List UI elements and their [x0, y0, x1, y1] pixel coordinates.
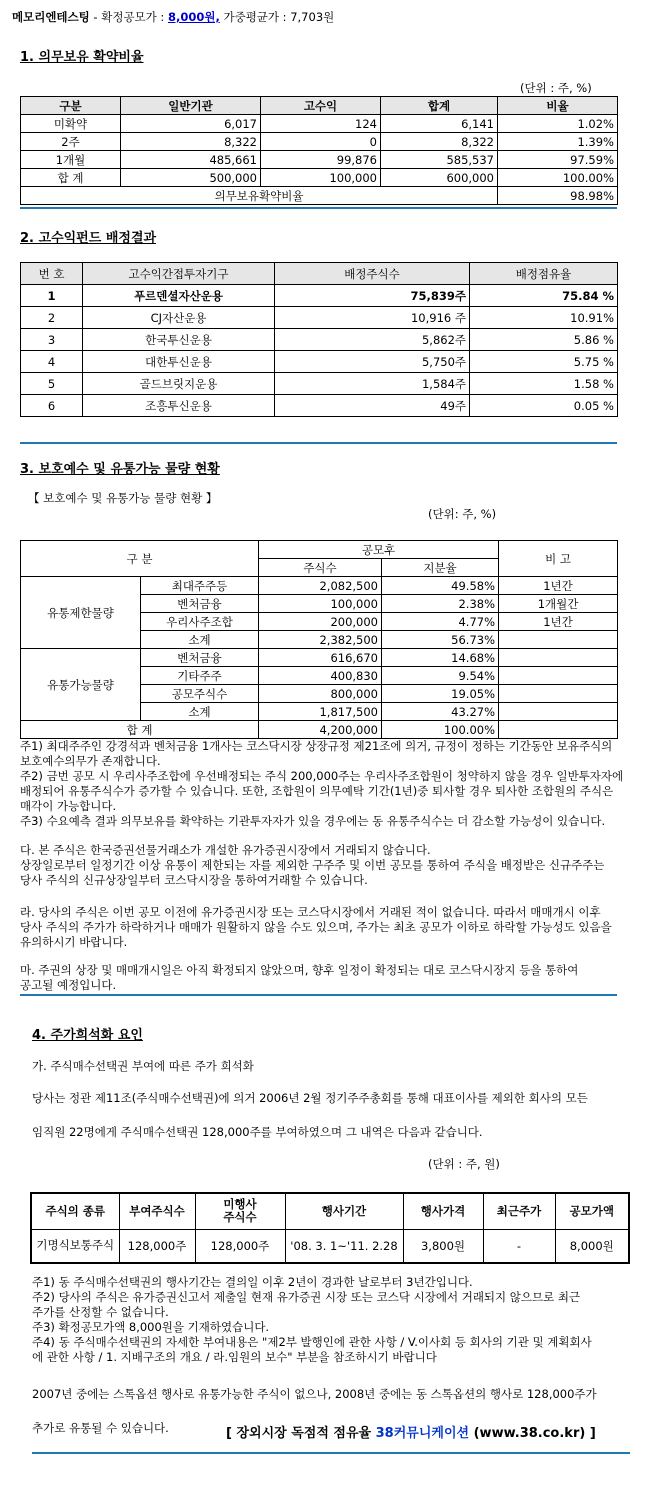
- cell: 2.38%: [382, 595, 499, 613]
- note-line: 매각이 가능합니다.: [20, 799, 117, 813]
- section1-unit: (단위 : 주, %): [520, 81, 592, 95]
- divider: [20, 442, 617, 444]
- th-note: 비 고: [499, 541, 618, 577]
- section2-title: 2. 고수익펀드 배정결과: [20, 231, 157, 246]
- total-shares: 4,200,000: [259, 721, 382, 739]
- cell: 8,322: [381, 133, 498, 151]
- th-general: 일반기관: [121, 97, 261, 115]
- table-row: [21, 329, 618, 351]
- divider: [32, 1452, 630, 1454]
- banner: [226, 1422, 596, 1441]
- cell: 골드브릿지운용: [83, 373, 275, 395]
- cell: 10.91%: [470, 307, 618, 329]
- table-row: [21, 151, 618, 169]
- note-line: 보호예수의무가 존재합니다.: [20, 754, 161, 768]
- cell: 616,670: [259, 649, 382, 667]
- cell: 최대주주등: [141, 577, 259, 595]
- th-shares: 배정주식수: [275, 263, 470, 285]
- para-line: 당사 주식의 주가가 하락하거나 매매가 원활하지 않을 수도 있으며, 주가는 최초 공모가 이하로 하락할 가능성도 있음을: [20, 920, 612, 934]
- para-line: 당사 주식의 신규상장일부터 코스닥시장을 통하여거래할 수 있습니다.: [20, 873, 368, 887]
- th-stock-type: 주식의 종류: [31, 1193, 119, 1229]
- table-row: [21, 133, 618, 151]
- section1-title: 1. 의무보유 확약비율: [20, 50, 144, 65]
- table-row: [21, 285, 618, 307]
- cell: 푸르덴셜자산운용: [83, 285, 275, 307]
- section4-para4: 추가로 유통될 수 있습니다.: [32, 1421, 169, 1435]
- fund-header-row: [21, 263, 618, 285]
- paragraph-ma: [20, 963, 665, 993]
- divider: [20, 207, 617, 209]
- divider: [20, 994, 617, 996]
- cell: 6,017: [121, 115, 261, 133]
- cell: 2: [21, 307, 83, 329]
- lockup-header-row-1: [21, 541, 618, 559]
- cell: 200,000: [259, 613, 382, 631]
- stock-option-table: [30, 1192, 630, 1264]
- cell: 합 계: [21, 169, 121, 187]
- table-row: [21, 373, 618, 395]
- cell: 8,000원: [555, 1229, 629, 1263]
- commitment-header-row: [21, 97, 618, 115]
- company-name: 메모리엔테스팅: [12, 10, 90, 24]
- section3-unit: (단위: 주, %): [428, 507, 497, 521]
- cell: 100,000: [259, 595, 382, 613]
- cell: 공모주식수: [141, 685, 259, 703]
- cell: [499, 703, 618, 721]
- para-line: 라. 당사의 주식은 이번 공모 이전에 유가증권시장 또는 코스닥시장에서 거래된 적이 없습니다. 따라서 매매개시 이후: [20, 905, 601, 919]
- th-offer-price: 공모가액: [555, 1193, 629, 1229]
- note-line: 주1) 동 주식매수선택권의 행사기간는 결의일 이후 2년이 경과한 날로부터 3년간입니다.: [32, 1275, 473, 1289]
- cell: 5,862주: [275, 329, 470, 351]
- cell: 800,000: [259, 685, 382, 703]
- note-line: 주2) 금번 공모 시 우리사주조합에 우선배정되는 주식 200,000주는 우리사주조합원이 청약하지 않을 경우 일반투자자에: [20, 769, 624, 783]
- cell: '08. 3. 1~'11. 2.28: [285, 1229, 403, 1263]
- commitment-table: [20, 96, 618, 205]
- th-exercise-price: 행사가격: [403, 1193, 483, 1229]
- section4-para1: 당사는 정관 제11조(주식매수선택권)에 의거 2006년 2월 정기주주총회를 통해 대표이사를 제외한 회사의 모든: [32, 1091, 588, 1105]
- banner-suffix: (www.38.co.kr) ]: [469, 1426, 596, 1441]
- cell: 128,000주: [195, 1229, 285, 1263]
- cell: 4: [21, 351, 83, 373]
- section4-para3: 2007년 중에는 스톡옵션 행사로 유통가능한 주식이 없으나, 2008년 중에는 동 스톡옵션의 행사로 128,000주가: [32, 1387, 597, 1401]
- total-ratio: 100.00%: [382, 721, 499, 739]
- cell: 100.00%: [498, 169, 618, 187]
- cell: 벤처금융: [141, 595, 259, 613]
- cell: 5.86 %: [470, 329, 618, 351]
- note-line: 배정되어 유통주식수가 증가할 수 있습니다. 또한, 조합원이 의무예탁 기간(1년)중 퇴사할 경우 퇴사한 조합원의 주식은: [20, 784, 614, 798]
- cell: 1년간: [499, 577, 618, 595]
- cell: 기타주주: [141, 667, 259, 685]
- cell: 49주: [275, 395, 470, 417]
- para-line: 다. 본 주식은 한국증권선물거래소가 개설한 유가증권시장에서 거래되지 않습니다.: [20, 843, 431, 857]
- cell: 기명식보통주식: [31, 1229, 119, 1263]
- th-highyield: 고수익: [261, 97, 381, 115]
- table-row: [21, 115, 618, 133]
- para-line: 마. 주권의 상장 및 매매개시일은 아직 확정되지 않았으며, 향후 일정이 확정되는 대로 코스닥시장지 등을 통하여: [20, 963, 579, 977]
- cell: 128,000주: [119, 1229, 195, 1263]
- th-shares: 주식수: [259, 559, 382, 577]
- cell: 조흥투신운용: [83, 395, 275, 417]
- cell: 6: [21, 395, 83, 417]
- lockup-table: [20, 540, 618, 739]
- cell: [499, 721, 618, 739]
- th-unexercised-line2: 주식수: [223, 1210, 257, 1225]
- cell: 1년간: [499, 613, 618, 631]
- paragraph-da: [20, 843, 665, 888]
- banner-prefix: [ 장외시장 독점적 점유율: [226, 1426, 376, 1441]
- th-total: 합계: [381, 97, 498, 115]
- price-label: - 확정공모가 :: [89, 10, 168, 24]
- cell: 1,817,500: [259, 703, 382, 721]
- cell: [499, 649, 618, 667]
- th-category: 구분: [21, 97, 121, 115]
- note-line: 주1) 최대주주인 강경석과 벤처금융 1개사는 코스닥시장 상장규정 제21조에 의거, 규정이 정하는 기간동안 보유주식의: [20, 739, 613, 753]
- para-line: 공고될 예정입니다.: [20, 978, 117, 992]
- note-line: 주가를 산정할 수 없습니다.: [32, 1305, 169, 1319]
- cell: 3: [21, 329, 83, 351]
- cell: 124: [261, 115, 381, 133]
- cell: 49.58%: [382, 577, 499, 595]
- commitment-footer-label: 의무보유확약비율: [21, 187, 498, 205]
- cell: 14.68%: [382, 649, 499, 667]
- para-line: 상장일로부터 일정기간 이상 유통이 제한되는 자를 제외한 구주주 및 이번 공모를 통하여 주식을 배정받은 신규주주는: [20, 858, 605, 872]
- cell: 100,000: [261, 169, 381, 187]
- cell: [499, 631, 618, 649]
- weighted-avg: 가중평균가 : 7,703원: [219, 10, 335, 24]
- th-ratio: 지분율: [382, 559, 499, 577]
- cell: 1.58 %: [470, 373, 618, 395]
- table-row: [31, 1229, 629, 1263]
- cell: 1.02%: [498, 115, 618, 133]
- cell: 400,830: [259, 667, 382, 685]
- cell: 6,141: [381, 115, 498, 133]
- banner-brand[interactable]: 38커뮤니케이션: [375, 1426, 470, 1441]
- header-line: [12, 9, 334, 25]
- cell: 대한투신운용: [83, 351, 275, 373]
- th-ratio: 비율: [498, 97, 618, 115]
- note-line: 주3) 확정공모가액 8,000원을 기재하였습니다.: [32, 1320, 270, 1334]
- section3-notes: [20, 739, 665, 829]
- th-recent-price: 최근주가: [483, 1193, 555, 1229]
- th-after-offering: 공모후: [259, 541, 499, 559]
- table-row: [21, 187, 618, 205]
- th-granted: 부여주식수: [119, 1193, 195, 1229]
- cell: 1: [21, 285, 83, 307]
- cell: 2,382,500: [259, 631, 382, 649]
- cell: 500,000: [121, 169, 261, 187]
- paragraph-ra: [20, 905, 665, 950]
- cell: 5: [21, 373, 83, 395]
- cell: 56.73%: [382, 631, 499, 649]
- note-line: 주4) 동 주식매수선택권의 자세한 부여내용은 "제2부 발행인에 관한 사항 / V.이사회 등 회사의 기관 및 계획회사: [32, 1335, 592, 1349]
- th-share-ratio: 배정점유율: [470, 263, 618, 285]
- note-line: 에 관한 사항 / 1. 지배구조의 개요 / 라.임원의 보수" 부분을 참조하시기 바랍니다: [32, 1350, 437, 1364]
- section3-subtitle: 【 보호예수 및 유통가능 물량 현황 】: [28, 491, 218, 505]
- section4-notes: [32, 1275, 632, 1365]
- cell: -: [483, 1229, 555, 1263]
- cell: [499, 667, 618, 685]
- cell: 1.39%: [498, 133, 618, 151]
- cell: 9.54%: [382, 667, 499, 685]
- cell: 1개월: [21, 151, 121, 169]
- fund-allocation-table: [20, 262, 618, 417]
- table-row: [21, 649, 618, 667]
- cell: 99,876: [261, 151, 381, 169]
- cell: 1개월간: [499, 595, 618, 613]
- total-label: 합 계: [21, 721, 259, 739]
- cell: 5.75 %: [470, 351, 618, 373]
- group-tradable: 유통가능물량: [21, 649, 141, 721]
- section4-title: 4. 주가희석화 요인: [32, 1028, 143, 1043]
- cell: 19.05%: [382, 685, 499, 703]
- section4-subheading: 가. 주식매수선택권 부여에 따른 주가 희석화: [32, 1059, 254, 1073]
- cell: CJ자산운용: [83, 307, 275, 329]
- cell: 5,750주: [275, 351, 470, 373]
- cell: 3,800원: [403, 1229, 483, 1263]
- commitment-footer-value: 98.98%: [498, 187, 618, 205]
- cell: [499, 685, 618, 703]
- section4-para2: 임직원 22명에게 주식매수선택권 128,000주를 부여하였으며 그 내역은 다음과 같습니다.: [32, 1125, 483, 1139]
- cell: 한국투신운용: [83, 329, 275, 351]
- note-line: 주3) 수요예측 결과 의무보유를 확약하는 기관투자자가 있을 경우에는 동 유통주식수는 더 감소할 가능성이 있습니다.: [20, 814, 606, 828]
- th-unexercised-line1: 미행사: [223, 1197, 257, 1212]
- cell: 75.84 %: [470, 285, 618, 307]
- cell: 소계: [141, 703, 259, 721]
- cell: 585,537: [381, 151, 498, 169]
- th-unexercised: [195, 1193, 285, 1229]
- table-row: [21, 577, 618, 595]
- section4-unit: (단위 : 주, 원): [428, 1157, 500, 1171]
- cell: 600,000: [381, 169, 498, 187]
- group-restricted: 유통제한물량: [21, 577, 141, 649]
- cell: 2,082,500: [259, 577, 382, 595]
- cell: 0: [261, 133, 381, 151]
- cell: 485,661: [121, 151, 261, 169]
- th-fund: 고수익간접투자기구: [83, 263, 275, 285]
- cell: 벤처금융: [141, 649, 259, 667]
- cell: 소계: [141, 631, 259, 649]
- th-exercise-period: 행사기간: [285, 1193, 403, 1229]
- table-row: [21, 169, 618, 187]
- cell: 1,584주: [275, 373, 470, 395]
- cell: 우리사주조합: [141, 613, 259, 631]
- cell: 0.05 %: [470, 395, 618, 417]
- cell: 97.59%: [498, 151, 618, 169]
- table-row: [21, 307, 618, 329]
- cell: 43.27%: [382, 703, 499, 721]
- cell: 2주: [21, 133, 121, 151]
- section3-title: 3. 보호예수 및 유통가능 물량 현황: [20, 462, 220, 477]
- table-row: [21, 351, 618, 373]
- th-category: 구 분: [21, 541, 259, 577]
- th-number: 번 호: [21, 263, 83, 285]
- cell: 10,916 주: [275, 307, 470, 329]
- cell: 75,839주: [275, 285, 470, 307]
- note-line: 주2) 당사의 주식은 유가증권신고서 제출일 현재 유가증권 시장 또는 코스닥 시장에서 거래되지 않으므로 최근: [32, 1290, 581, 1304]
- table-row: [21, 395, 618, 417]
- para-line: 유의하시기 바랍니다.: [20, 935, 128, 949]
- option-header-row: [31, 1193, 629, 1229]
- cell: 미확약: [21, 115, 121, 133]
- cell: 8,322: [121, 133, 261, 151]
- cell: 4.77%: [382, 613, 499, 631]
- table-row: [21, 721, 618, 739]
- confirmed-price: 8,000원,: [167, 10, 220, 24]
